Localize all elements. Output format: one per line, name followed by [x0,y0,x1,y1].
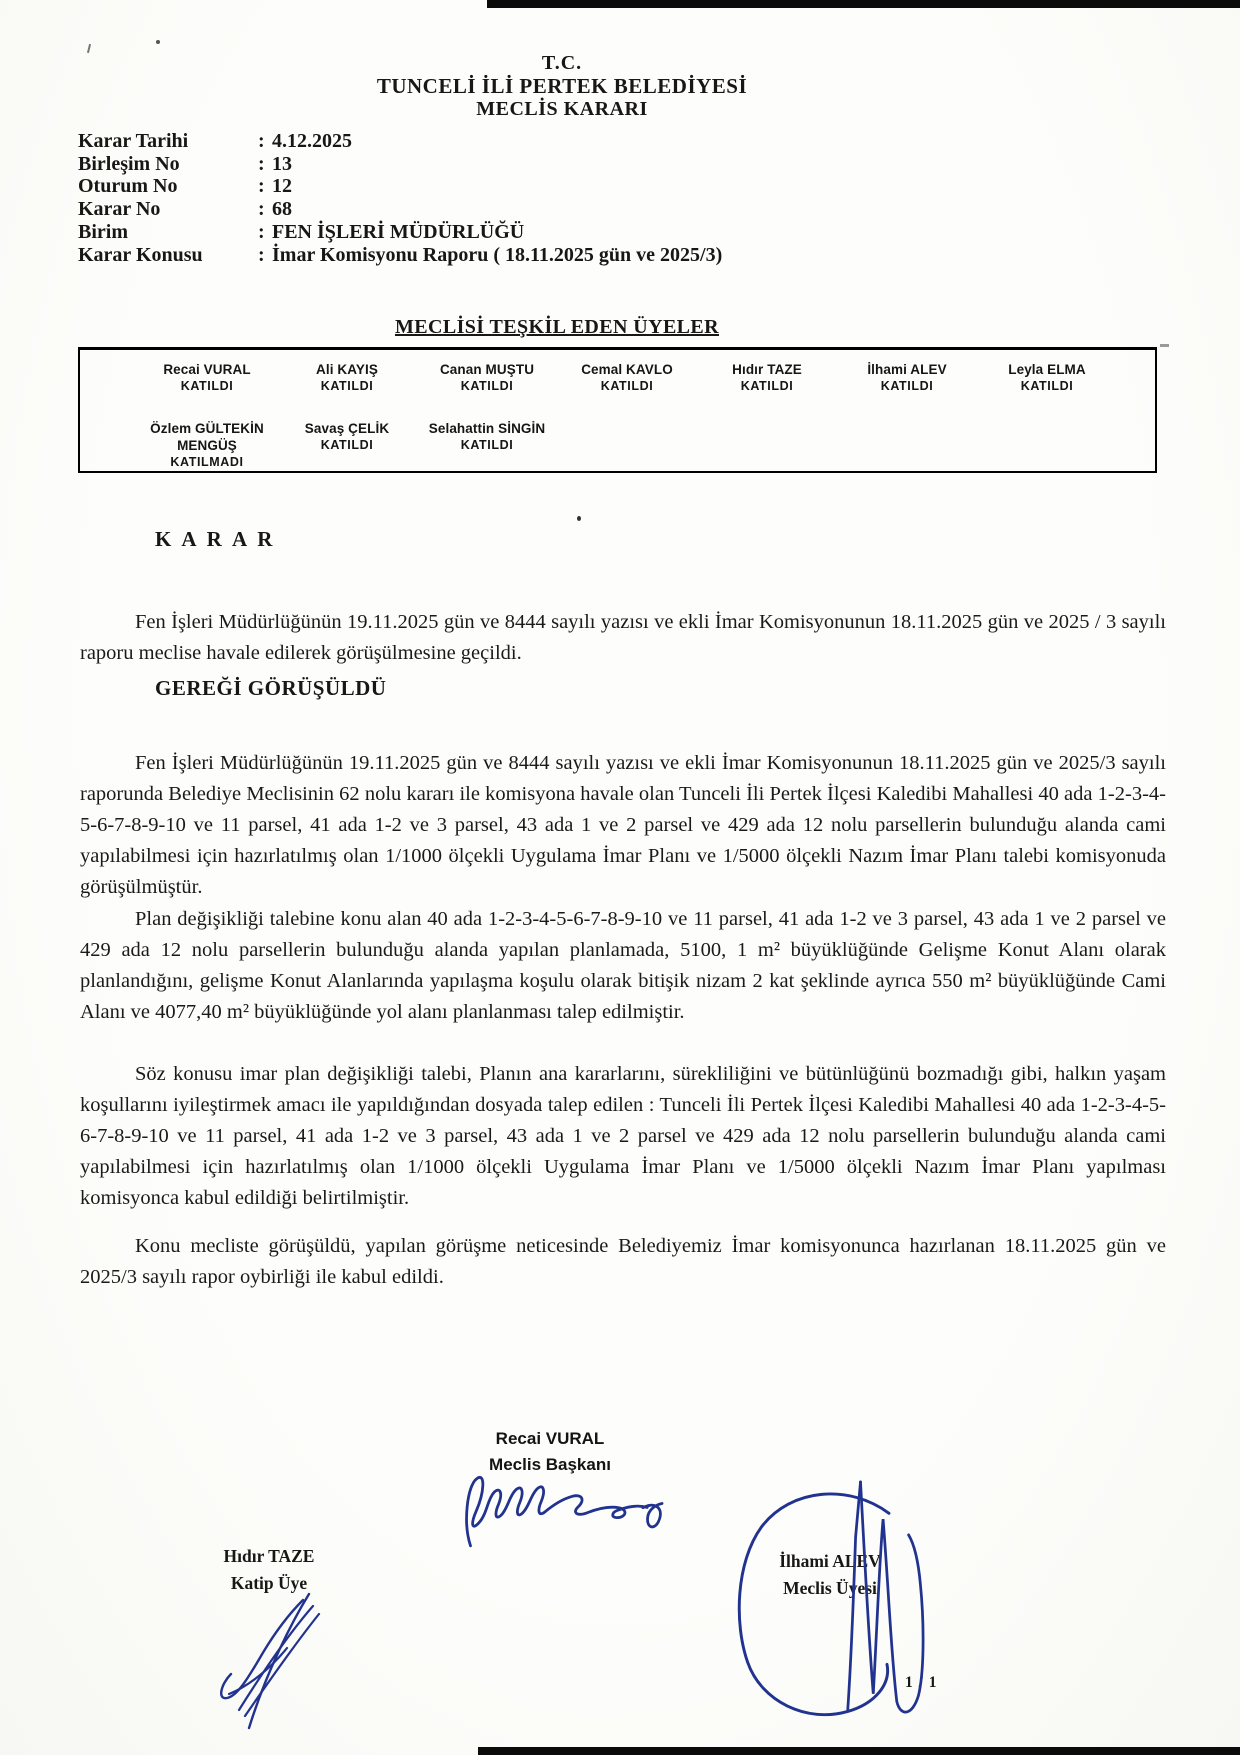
signer-title: Meclis Üyesi [783,1578,877,1598]
member-cell [977,361,1117,395]
member-attendance: KATILMADI [170,455,244,469]
member-attendance: KATILDI [180,379,234,393]
meta-separator: : [258,175,265,198]
member-attendance: KATILDI [320,379,374,393]
member-attendance: KATILDI [880,379,934,393]
member-cell [277,420,417,471]
meta-value: İmar Komisyonu Raporu ( 18.11.2025 gün ve 2025/3) [272,243,723,266]
member-cell [837,361,977,395]
signature-block-president [425,1426,675,1478]
scan-speck [577,516,581,521]
letterhead [0,52,1124,121]
signer-title: Meclis Başkanı [489,1455,611,1474]
meta-row-karar-konusu [78,244,722,267]
decision-paragraph-2: Fen İşleri Müdürlüğünün 19.11.2025 gün ve 8444 sayılı yazısı ve ekli İmar Komisyonunun 18.11.2025 gün ve 2025/3 sayılı raporunda Belediye Meclisinin 62 nolu kararı ile komisyona havale olan Tunceli İli Pertek İlçesi Kaledibi Mahallesi 40 ada 1-2-3-4-5-6-7-8-9-10 ve 11 parsel, 41 ada 1-2 ve 3 parsel, 43 ada 1 ve 2 parsel ve 429 ada 12 nolu parsellerin bulunduğu alanda cami yapılabilmesi için hazırlatılmış olan 1/1000 ölçekli Uygulama İmar Planı ve 1/5000 ölçekli Nazım İmar Planı talebi komisyonuda görüşülmüştür. [80,751,1166,898]
scan-artifact-top-bar [487,0,1240,8]
meta-row-birim [78,221,722,244]
member-name: Selahattin SİNGİN [428,421,546,436]
meta-label: Birleşim No [78,152,180,175]
member-name: Canan MUŞTU [439,362,535,377]
member-cell [277,361,417,395]
decision-paragraph-4: Söz konusu imar plan değişikliği talebi, Planın ana kararlarını, sürekliliğini ve bütünlüğünü bozmadığı gibi, halkın yaşam koşullarını iyileştirmek amacı ile yapıldığından dosyada talep edilen : Tunceli İli Pertek İlçesi Kaledibi Mahallesi 40 ada 1-2-3-4-5-6-7-8-9-10 ve 11 parsel, 41 ada 1-2 ve 3 parsel, 43 ada 1 ve 2 parsel ve 429 ada 12 nolu parsellerin bulunduğu alanda cami yapılabilmesi için hazırlatılmış olan 1/1000 ölçekli Uygulama İmar Planı ve 1/5000 ölçekli Nazım İmar Planı yapılması komisyonca kabul edildiği belirtilmiştir. [80,1062,1166,1209]
decision-paragraph-5: Konu mecliste görüşüldü, yapılan görüşme neticesinde Belediyemiz İmar komisyonunca hazırlanan 18.11.2025 gün ve 2025/3 sayılı rapor oybirliği ile kabul edildi. [80,1234,1166,1288]
member-cell [417,361,557,395]
scan-speck [156,40,160,44]
meta-row-birlesim-no [78,153,722,176]
members-row-1 [80,361,1155,395]
meta-separator: : [258,198,265,221]
scan-speck [1160,344,1169,347]
member-name: İlhami ALEV [867,362,947,377]
member-cell [417,420,557,471]
meta-row-karar-tarihi [78,130,722,153]
member-name: Recai VURAL [163,362,251,377]
meta-value: 4.12.2025 [272,130,352,152]
signer-title: Katip Üye [230,1573,308,1593]
decision-paragraph-1: Fen İşleri Müdürlüğünün 19.11.2025 gün ve 8444 sayılı yazısı ve ekli İmar Komisyonunun 18.11.2025 gün ve 2025 / 3 sayılı raporu meclise havale edilerek görüşülmesine geçildi. [80,610,1166,664]
letterhead-municipality: TUNCELİ İLİ PERTEK BELEDİYESİ [376,74,748,98]
member-attendance: KATILDI [600,379,654,393]
member-signature-ink [731,1476,939,1736]
member-attendance: KATILDI [460,379,514,393]
scan-artifact-bottom-bar [478,1747,1240,1755]
meta-value: 68 [272,198,292,221]
signer-name: Hıdır TAZE [223,1546,315,1566]
meta-separator: : [258,130,265,152]
meta-row-oturum-no [78,175,722,198]
meta-label: Karar Konusu [78,243,203,266]
meta-value: FEN İŞLERİ MÜDÜRLÜĞÜ [272,220,525,243]
letterhead-tc: T.C. [541,52,583,74]
member-cell [557,361,697,395]
meta-row-karar-no [78,198,722,221]
member-attendance: KATILDI [1020,379,1074,393]
decision-metadata [78,130,722,266]
member-attendance: KATILDI [740,379,794,393]
member-name: Özlem GÜLTEKİN MENGÜŞ [150,421,264,453]
member-cell [137,361,277,395]
member-name: Ali KAYIŞ [316,362,378,377]
members-section-title: MECLİSİ TEŞKİL EDEN ÜYELER [394,316,720,338]
meta-label: Karar Tarihi [78,130,189,152]
member-name: Hıdır TAZE [732,362,802,377]
signer-name: Recai VURAL [495,1429,605,1448]
meta-value: 12 [272,175,292,198]
signer-name: İlhami ALEV [779,1551,881,1571]
meta-value: 13 [272,152,292,175]
decision-subheading: GEREĞİ GÖRÜŞÜLDÜ [155,676,387,700]
decision-paragraph-3: Plan değişikliği talebine konu alan 40 ada 1-2-3-4-5-6-7-8-9-10 ve 11 parsel, 41 ada 1-2 ve 3 parsel, 43 ada 1 ve 2 parsel ve 429 ada 12 nolu parsellerin bulunduğu alanda yapılan planlamada, 5100, 1 m² büyüklüğünde Gelişme Konut Alanı olarak planlandığını, gelişme Konut Alanlarında yapılaşma koşulu olarak bitişik nizam 2 kat şeklinde ayrıca 550 m² büyüklüğünde Cami Alanı ve 4077,40 m² büyüklüğünde yol alanı planlanması talep edilmiştir. [80,907,1166,1023]
meta-label: Birim [78,220,128,243]
signature-block-clerk [199,1543,339,1597]
meta-separator: : [258,243,265,266]
page-number: 1 / 1 [905,1674,938,1691]
clerk-signature-ink [214,1586,346,1736]
signature-block-member [755,1548,905,1602]
member-name: Savaş ÇELİK [304,421,390,436]
member-cell [137,420,277,471]
decision-heading: K A R A R [155,527,276,551]
member-attendance: KATILDI [460,438,514,452]
meta-separator: : [258,152,265,175]
letterhead-doc-type: MECLİS KARARI [476,98,648,120]
meta-label: Oturum No [78,175,178,198]
member-name: Cemal KAVLO [581,362,673,377]
member-cell [697,361,837,395]
members-row-2 [80,420,1155,471]
meta-label: Karar No [78,198,161,221]
member-name: Leyla ELMA [1008,362,1086,377]
members-table [78,347,1157,473]
member-attendance: KATILDI [320,438,374,452]
meta-separator: : [258,220,265,243]
